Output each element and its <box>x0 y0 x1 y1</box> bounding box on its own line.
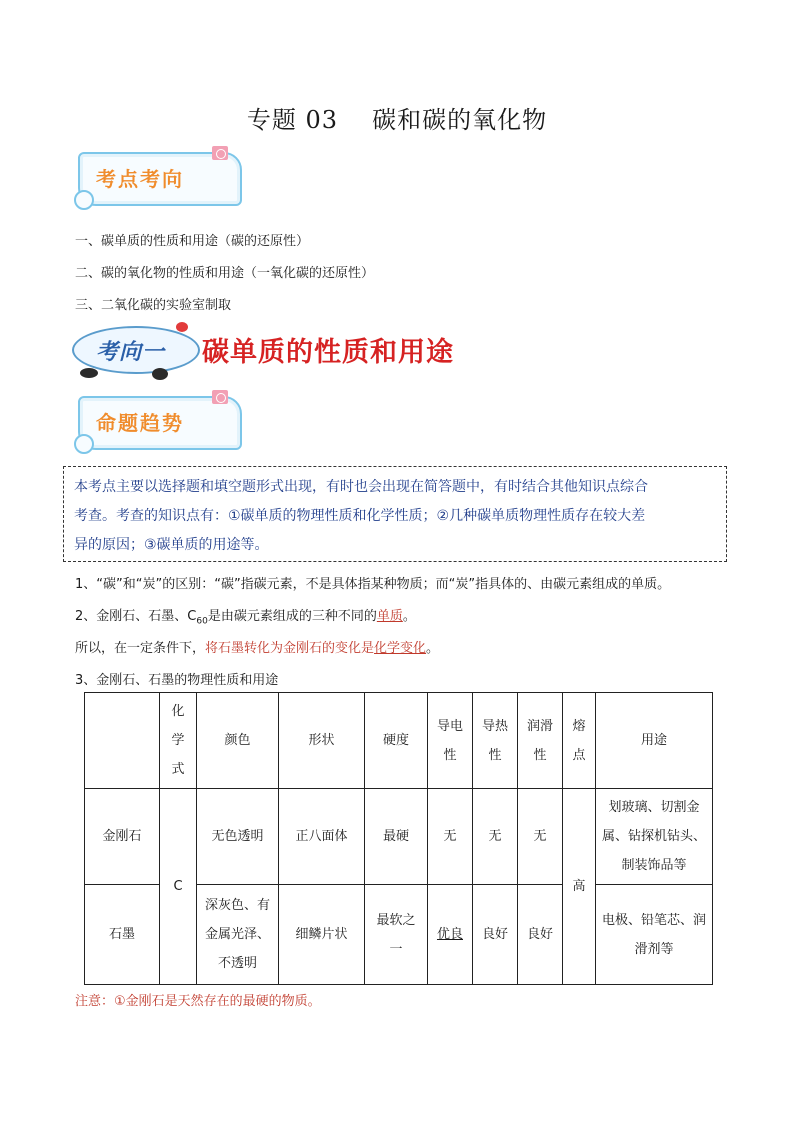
graphite-lubricity: 良好 <box>518 885 563 985</box>
section-badge <box>72 326 200 374</box>
paperclip-icon <box>212 146 228 160</box>
header-melting-2: 点 <box>572 747 586 763</box>
graphite-use <box>596 885 713 985</box>
graphite-shape: 细鳞片状 <box>279 885 365 985</box>
header-formula-1: 化 <box>171 704 185 719</box>
badge-decoration-icon <box>176 322 188 332</box>
graphite-name: 石墨 <box>85 885 160 985</box>
exam-focus-banner <box>78 152 242 206</box>
badge-decoration-icon <box>80 368 98 378</box>
diamond-shape: 正八面体 <box>279 789 365 885</box>
graphite-hardness-2: 一 <box>389 941 403 957</box>
header-hardness: 硬度 <box>365 693 428 789</box>
diamond-thermal: 无 <box>473 789 518 885</box>
diamond-color: 无色透明 <box>197 789 279 885</box>
header-conductivity <box>428 693 473 789</box>
header-use: 用途 <box>596 693 713 789</box>
scroll-curl-icon <box>74 190 94 210</box>
p3-text-d: 。 <box>426 641 440 656</box>
header-conductivity-1: 导电 <box>436 718 463 734</box>
header-conductivity-2: 性 <box>443 747 457 763</box>
diamond-use-1: 划玻璃、切割金 <box>608 800 700 815</box>
graphite-thermal: 良好 <box>473 885 518 985</box>
header-empty <box>85 693 160 789</box>
formula-value: C <box>160 789 197 985</box>
p3-text-a: 所以，在一定条件下， <box>75 641 206 656</box>
header-lubricity-2: 性 <box>533 747 547 763</box>
outline-item-3: 三、二氧化碳的实验室制取 <box>75 298 232 313</box>
table-row <box>85 789 713 885</box>
header-shape: 形状 <box>279 693 365 789</box>
table-header-row <box>85 693 713 789</box>
note-text: ①金刚石是天然存在的最硬的物质。 <box>114 994 321 1009</box>
p2-text-a: 2、金刚石、石墨、C <box>75 609 197 624</box>
graphite-color-3: 不透明 <box>217 956 257 971</box>
graphite-conductivity <box>428 885 473 985</box>
header-melting <box>563 693 596 789</box>
header-formula <box>160 693 197 789</box>
header-formula-2: 学 <box>171 733 185 748</box>
paragraph-2 <box>75 605 416 627</box>
graphite-color <box>197 885 279 985</box>
section-title: 碳单质的性质和用途 <box>202 337 454 368</box>
badge-decoration-icon <box>152 368 168 380</box>
title-part2: 碳和碳的氧化物 <box>372 106 548 134</box>
header-thermal-1: 导热 <box>481 718 508 734</box>
p3-keyword: 化学变化 <box>374 641 427 656</box>
p2-text-d: 。 <box>402 609 416 624</box>
graphite-color-2: 金属光泽、 <box>204 927 270 942</box>
graphite-conductivity-text: 优良 <box>436 927 463 942</box>
note-label: 注意： <box>75 994 115 1009</box>
diamond-use <box>596 789 713 885</box>
p2-text-b: 是由碳元素组成的三种不同的 <box>207 609 377 624</box>
diamond-use-2: 属、钻探机钻头、 <box>601 829 706 844</box>
trend-banner <box>78 396 242 450</box>
header-formula-3: 式 <box>171 762 185 777</box>
paperclip-icon <box>212 390 228 404</box>
p3-text-b: 将石墨转化为金刚石的变化是 <box>205 641 375 656</box>
trend-description-box <box>63 466 727 562</box>
p2-keyword: 单质 <box>376 609 403 624</box>
p2-subscript: 60 <box>196 616 208 627</box>
header-color: 颜色 <box>197 693 279 789</box>
diamond-name: 金刚石 <box>85 789 160 885</box>
paragraph-4: 3、金刚石、石墨的物理性质和用途 <box>75 673 279 688</box>
graphite-color-1: 深灰色、有 <box>204 898 270 913</box>
title-part1: 专题 03 <box>246 106 339 134</box>
diamond-conductivity: 无 <box>428 789 473 885</box>
outline-item-2: 二、碳的氧化物的性质和用途（一氧化碳的还原性） <box>75 266 375 281</box>
header-lubricity <box>518 693 563 789</box>
properties-table <box>84 692 713 985</box>
header-thermal <box>473 693 518 789</box>
melting-value: 高 <box>563 789 596 985</box>
trend-label: 命题趋势 <box>96 411 184 435</box>
outline-item-1: 一、碳单质的性质和用途（碳的还原性） <box>75 234 310 249</box>
trend-line-1: 本考点主要以选择题和填空题形式出现，有时也会出现在简答题中，有时结合其他知识点综合 <box>74 479 648 495</box>
graphite-hardness-1: 最软之 <box>376 912 416 928</box>
graphite-use-1: 电极、铅笔芯、润 <box>601 912 706 928</box>
diamond-use-3: 制装饰品等 <box>621 858 687 873</box>
exam-focus-label: 考点考向 <box>96 167 184 191</box>
paragraph-3 <box>75 637 439 656</box>
section-badge-label: 考向一 <box>96 340 166 365</box>
note <box>75 990 321 1009</box>
page-title <box>0 100 794 135</box>
diamond-hardness: 最硬 <box>365 789 428 885</box>
trend-line-2: 考查。考查的知识点有：①碳单质的物理性质和化学性质；②几种碳单质物理性质存在较大差 <box>74 508 646 524</box>
header-thermal-2: 性 <box>488 747 502 763</box>
trend-line-3: 异的原因；③碳单质的用途等。 <box>74 537 269 553</box>
header-lubricity-1: 润滑 <box>526 718 553 734</box>
scroll-curl-icon <box>74 434 94 454</box>
header-melting-1: 熔 <box>572 718 586 734</box>
diamond-lubricity: 无 <box>518 789 563 885</box>
graphite-hardness <box>365 885 428 985</box>
paragraph-1: 1、“碳”和“炭”的区别：“碳”指碳元素，不是具体指某种物质；而“炭”指具体的、由碳元素组成的单质。 <box>75 577 671 592</box>
graphite-use-2: 滑剂等 <box>634 941 674 957</box>
